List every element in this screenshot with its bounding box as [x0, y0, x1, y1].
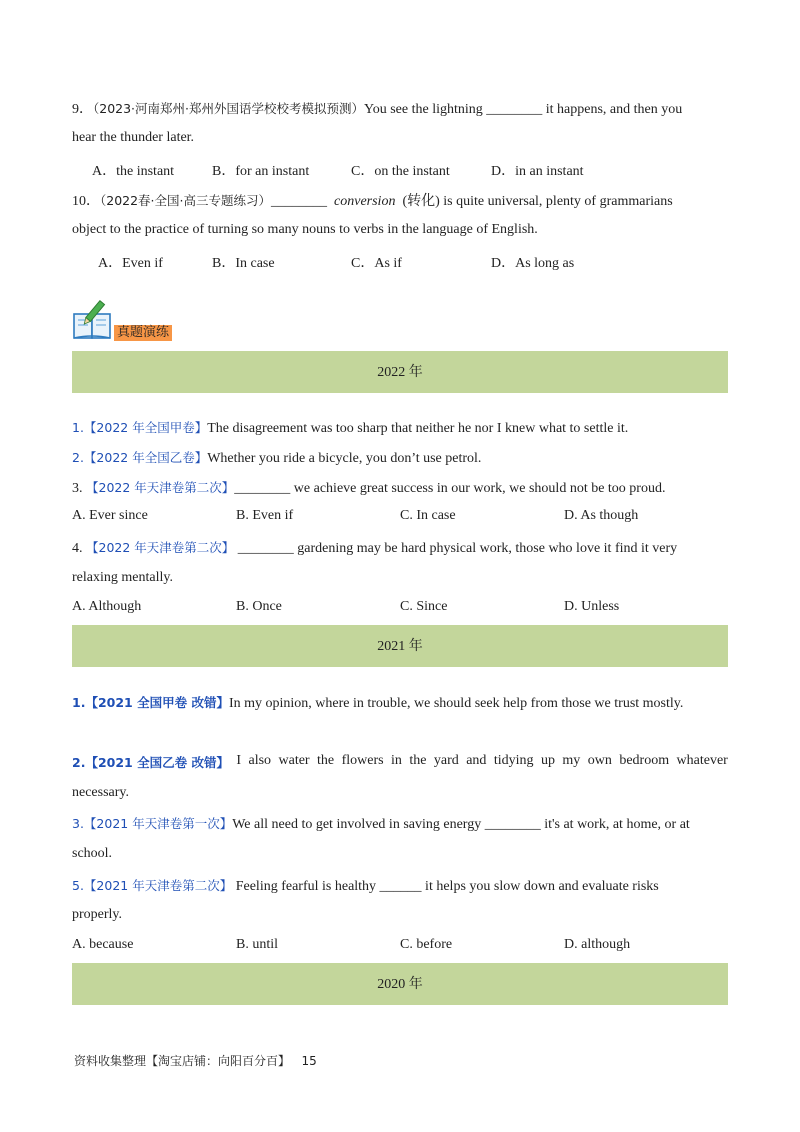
question-9-text: You see the lightning ________ it happens, and then you [364, 102, 683, 117]
year-2022-heading: 2022 年 [377, 365, 423, 380]
question-9-number: 9． [72, 102, 93, 117]
question-2021-5 [72, 876, 659, 895]
footer-text: 资料收集整理【淘宝店铺：向阳百分百】 [74, 1054, 291, 1068]
question-2022-4-line-2: relaxing mentally. [72, 570, 173, 585]
question-9-line-1 [72, 98, 682, 118]
question-2022-4-number: 4. [72, 541, 83, 556]
question-2021-3-text: We all need to get involved in saving energy ________ it's at work, at home, or at [232, 817, 690, 832]
word: whatever [676, 753, 728, 768]
word: flowers [341, 753, 384, 768]
question-2022-4-option-b: B. Once [236, 599, 282, 614]
year-2021-band [72, 625, 728, 667]
question-2022-2-tag: 2.【2022 年全国乙卷】 [72, 450, 208, 465]
question-2021-3-line-2: school. [72, 846, 113, 861]
question-2022-3 [72, 478, 665, 497]
question-9-option-d: D．in an instant [491, 164, 584, 179]
word: in [391, 753, 402, 768]
word: own [587, 753, 612, 768]
question-9-option-a: A．the instant [92, 164, 175, 179]
question-2022-2-text: Whether you ride a bicycle, you don’t use petrol. [207, 451, 482, 466]
question-2021-3-tag: 3.【2021 年天津卷第一次】 [72, 816, 233, 831]
question-10-text: (转化) is quite universal, plenty of grammarians [402, 194, 673, 209]
question-9-source: （2023·河南郑州·郑州外国语学校校考模拟预测） [93, 101, 365, 116]
question-2021-2 [72, 753, 728, 771]
question-2022-4-option-a: A. Although [72, 599, 142, 614]
question-2022-4-option-d: D. Unless [564, 599, 620, 614]
question-10-option-c: C．As if [351, 256, 402, 271]
word: yard [433, 753, 459, 768]
word: tidying [493, 753, 534, 768]
question-2022-3-option-b: B. Even if [236, 508, 294, 523]
question-10-source: （2022春·全国·高三专题练习） [100, 193, 272, 208]
question-2021-2-tag: 2.【2021 全国乙卷 改错】 [72, 755, 229, 770]
question-10-option-d: D．As long as [491, 256, 575, 271]
question-10-number: 10． [72, 194, 100, 209]
word: up [540, 753, 555, 768]
question-2021-1-tag: 1.【2021 全国甲卷 改错】 [72, 695, 229, 710]
section-title: 真题演练 [114, 325, 172, 341]
page-footer [74, 1052, 317, 1069]
question-2021-1-text: In my opinion, where in trouble, we should seek help from those we trust mostly. [228, 696, 684, 711]
question-2022-4-tag: 【2022 年天津卷第二次】 [86, 540, 235, 555]
question-2021-5-option-b: B. until [236, 937, 279, 952]
question-2022-2 [72, 448, 481, 467]
question-2021-3 [72, 814, 690, 833]
question-2021-5-text: Feeling fearful is healthy ______ it helps you slow down and evaluate risks [232, 879, 659, 894]
question-2021-2-line-2: necessary. [72, 785, 130, 800]
question-10-line-1 [72, 190, 673, 210]
question-2021-5-option-c: C. before [400, 937, 453, 952]
question-10-option-a: A．Even if [98, 256, 163, 271]
question-2022-3-option-c: C. In case [400, 508, 456, 523]
word: the [409, 753, 427, 768]
word: bedroom [619, 753, 670, 768]
year-2020-heading: 2020 年 [377, 977, 423, 992]
word: and [466, 753, 487, 768]
question-9-option-c: C．on the instant [351, 164, 450, 179]
question-2021-5-option-a: A. because [72, 937, 134, 952]
question-2021-1 [72, 693, 683, 712]
question-9-line-2: hear the thunder later. [72, 130, 195, 145]
question-2022-4-text: ________ gardening may be hard physical work, those who love it find it very [237, 541, 678, 556]
question-2022-3-option-d: D. As though [564, 508, 639, 523]
word: my [562, 753, 581, 768]
word: also [248, 753, 272, 768]
question-2022-3-text: ________ we achieve great success in our work, we should not be too proud. [234, 481, 666, 496]
question-2021-5-line-2: properly. [72, 907, 123, 922]
question-2021-5-option-d: D. although [564, 937, 631, 952]
question-10-blank: ________ [271, 194, 328, 209]
word: the [317, 753, 335, 768]
question-10-option-b: B．In case [212, 256, 275, 271]
question-2022-1-text: The disagreement was too sharp that neither he nor I knew what to settle it. [207, 421, 629, 436]
question-10-word: conversion [334, 194, 396, 209]
question-2022-1 [72, 418, 628, 437]
year-2022-band [72, 351, 728, 393]
page-number: 15 [301, 1054, 317, 1068]
year-2021-heading: 2021 年 [377, 639, 423, 654]
question-2022-3-number: 3. [72, 481, 83, 496]
question-2022-3-option-a: A. Ever since [72, 508, 148, 523]
question-2022-1-tag: 1.【2022 年全国甲卷】 [72, 420, 208, 435]
word: I [236, 753, 242, 768]
question-2022-4-option-c: C. Since [400, 599, 448, 614]
question-9-option-b: B．for an instant [212, 164, 310, 179]
question-10-line-2: object to the practice of turning so many nouns to verbs in the language of English. [72, 222, 538, 237]
question-2022-4 [72, 538, 677, 557]
question-2022-3-tag: 【2022 年天津卷第二次】 [86, 480, 235, 495]
word: water [278, 753, 310, 768]
question-2021-5-tag: 5.【2021 年天津卷第二次】 [72, 878, 233, 893]
year-2020-band [72, 963, 728, 1005]
